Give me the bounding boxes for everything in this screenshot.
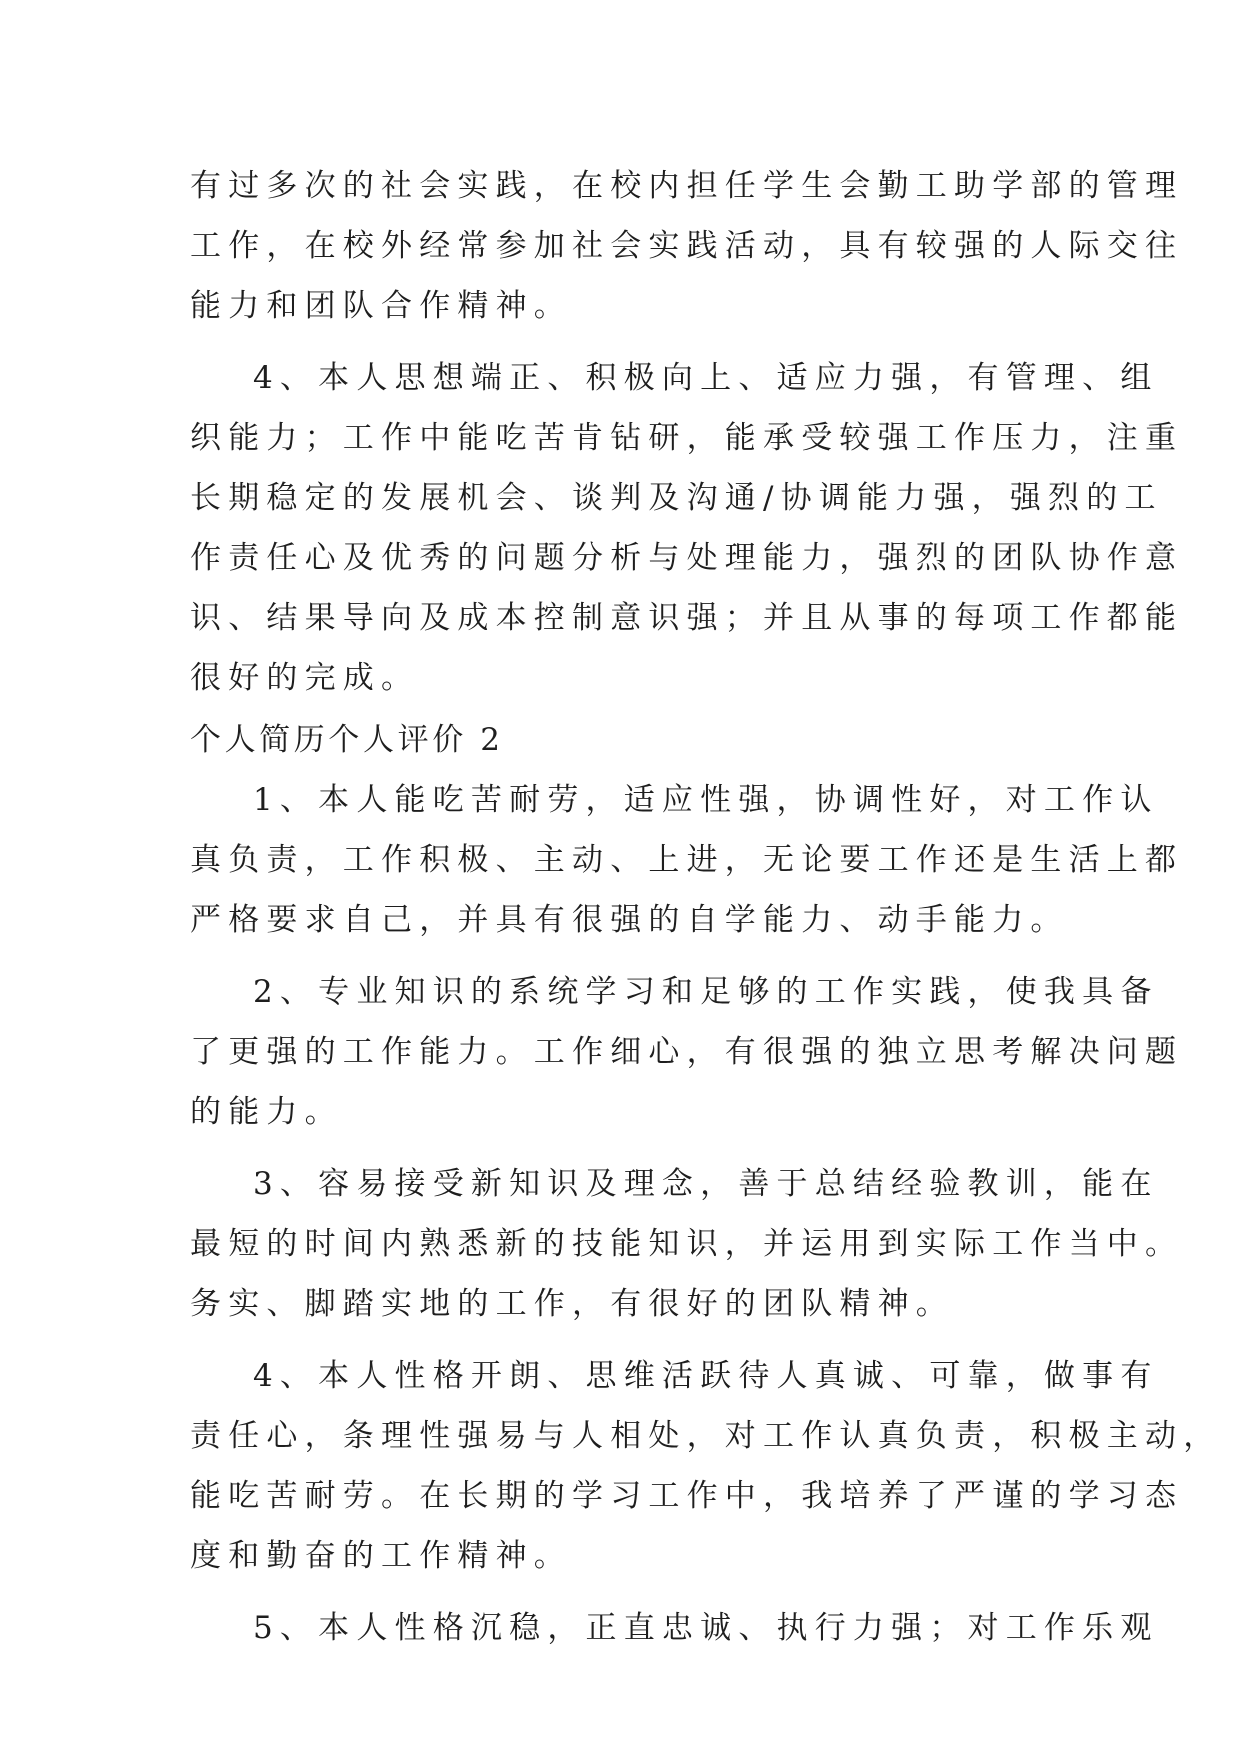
paragraph-line: 4、本人思想端正、积极向上、适应力强，有管理、组: [253, 360, 1159, 396]
paragraph-line: 真负责，工作积极、主动、上进，无论要工作还是生活上都: [190, 842, 1184, 878]
paragraph-line: 2、专业知识的系统学习和足够的工作实践，使我具备: [253, 974, 1159, 1010]
paragraph-line: 识、结果导向及成本控制意识强；并且从事的每项工作都能: [190, 600, 1184, 636]
paragraph-line: 了更强的工作能力。工作细心，有很强的独立思考解决问题: [190, 1034, 1184, 1070]
paragraph-line: 织能力；工作中能吃苦肯钻研，能承受较强工作压力，注重: [190, 420, 1184, 456]
paragraph-line: 能吃苦耐劳。在长期的学习工作中，我培养了严谨的学习态: [190, 1478, 1184, 1514]
paragraph-line: 度和勤奋的工作精神。: [190, 1538, 572, 1574]
paragraph-line: 责任心，条理性强易与人相处，对工作认真负责，积极主动，: [190, 1418, 1222, 1454]
paragraph-line: 很好的完成。: [190, 660, 420, 696]
section-heading: 个人简历个人评价 2: [190, 722, 504, 758]
paragraph-line: 严格要求自己，并具有很强的自学能力、动手能力。: [190, 902, 1069, 938]
paragraph-line: 最短的时间内熟悉新的技能知识，并运用到实际工作当中。: [190, 1226, 1184, 1262]
paragraph-line: 工作，在校外经常参加社会实践活动，具有较强的人际交往: [190, 228, 1184, 264]
paragraph-line: 1、本人能吃苦耐劳，适应性强，协调性好，对工作认: [253, 782, 1159, 818]
paragraph-line: 务实、脚踏实地的工作，有很好的团队精神。: [190, 1286, 954, 1322]
paragraph-line: 长期稳定的发展机会、谈判及沟通/协调能力强，强烈的工: [190, 480, 1163, 516]
paragraph-line: 3、容易接受新知识及理念，善于总结经验教训，能在: [253, 1166, 1159, 1202]
paragraph-line: 能力和团队合作精神。: [190, 288, 572, 324]
paragraph-line: 有过多次的社会实践，在校内担任学生会勤工助学部的管理: [190, 168, 1184, 204]
paragraph-line: 的能力。: [190, 1094, 343, 1130]
paragraph-line: 4、本人性格开朗、思维活跃待人真诚、可靠，做事有: [253, 1358, 1159, 1394]
paragraph-line: 作责任心及优秀的问题分析与处理能力，强烈的团队协作意: [190, 540, 1184, 576]
paragraph-line: 5、本人性格沉稳，正直忠诚、执行力强；对工作乐观: [253, 1610, 1159, 1646]
